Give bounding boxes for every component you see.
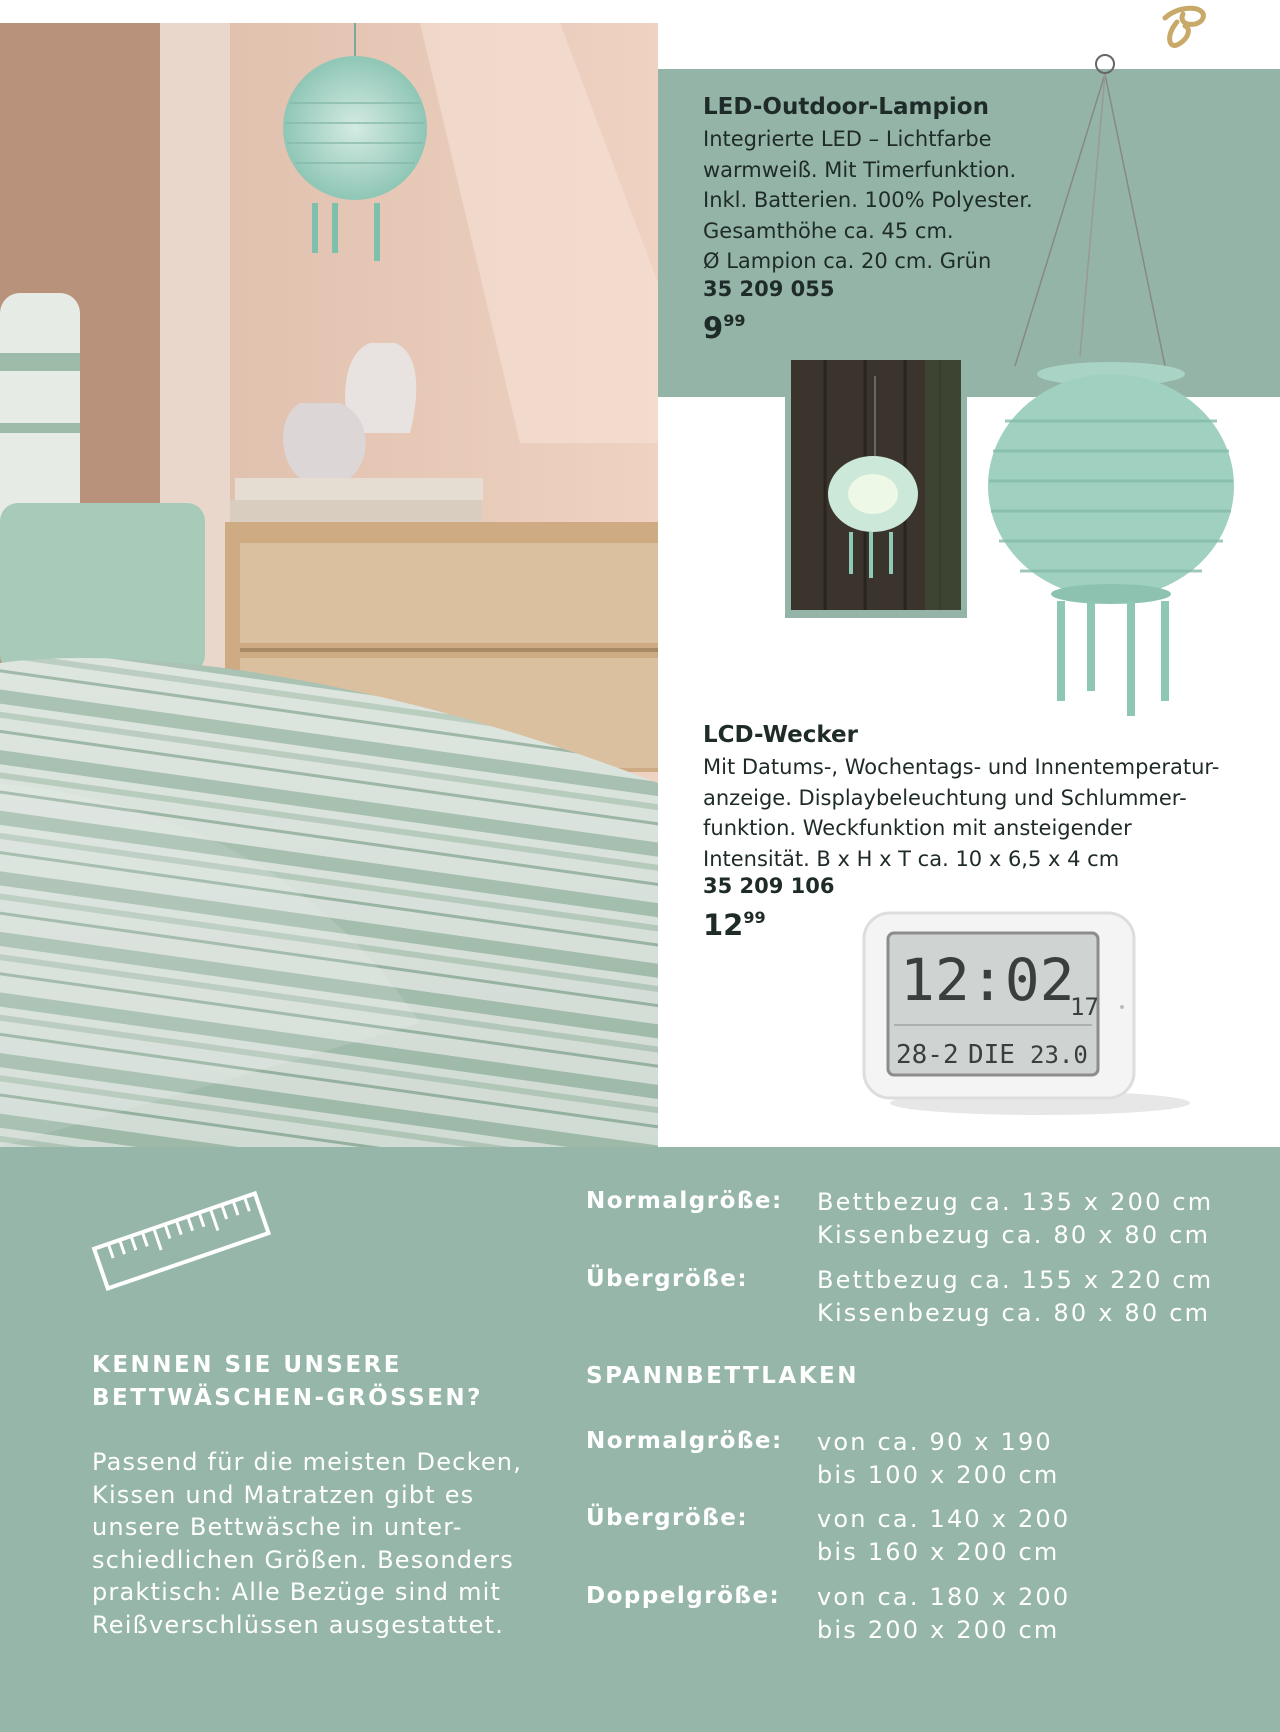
title-line: BETTWÄSCHEN-GRÖSSEN? [92, 1385, 484, 1411]
clock-date: 28-2 [896, 1040, 959, 1070]
size-line: Bettbezug ca. 135 x 200 cm [817, 1188, 1214, 1216]
product-title: LCD-Wecker [703, 722, 858, 748]
clock-seconds: 17 [1070, 993, 1099, 1021]
text-line: schiedlichen Größen. Besonders [92, 1545, 514, 1574]
lampion-product-image [975, 46, 1255, 726]
description-line: Inkl. Batterien. 100% Polyester. [703, 188, 1033, 212]
spann-value-over [817, 1503, 1257, 1568]
text-line: praktisch: Alle Bezüge sind mit [92, 1578, 502, 1606]
title-line: KENNEN SIE UNSERE [92, 1352, 402, 1378]
size-label-normal: Normalgröße: [586, 1188, 783, 1214]
description-line: Integrierte LED – Lichtfarbe [703, 127, 992, 151]
wecker-product-image [860, 905, 1200, 1120]
size-question-title [92, 1349, 572, 1415]
text-line: Reißverschlüssen ausgestattet. [92, 1610, 505, 1639]
spannbettlaken-heading: SPANNBETTLAKEN [586, 1363, 859, 1389]
article-number: 35 209 055 [703, 276, 835, 301]
price-main: 9 [703, 310, 724, 345]
size-value-over [817, 1264, 1257, 1329]
text-line: Passend für die meisten Decken, [92, 1448, 523, 1476]
spann-label-over: Übergröße: [586, 1505, 749, 1531]
text-line: Kissen und Matratzen gibt es [92, 1480, 475, 1509]
article-number: 35 209 106 [703, 874, 835, 898]
spann-label-double: Doppelgröße: [586, 1583, 781, 1609]
clock-temperature: 23.0 [1030, 1041, 1088, 1069]
size-line: von ca. 90 x 190 [817, 1428, 1053, 1456]
clock-time: 12:02 [900, 946, 1075, 1014]
size-line: bis 100 x 200 cm [817, 1460, 1060, 1489]
ruler-icon [86, 1185, 276, 1295]
spann-value-normal [817, 1426, 1257, 1491]
size-value-normal [817, 1186, 1257, 1251]
spann-label-normal: Normalgröße: [586, 1428, 783, 1454]
description-line: Ø Lampion ca. 20 cm. Grün [703, 249, 992, 273]
text-line: unsere Bettwäsche in unter- [92, 1513, 463, 1541]
price-cents: 99 [723, 310, 746, 330]
size-line: bis 200 x 200 cm [817, 1615, 1060, 1644]
size-label-over: Übergröße: [586, 1266, 749, 1292]
size-line: Kissenbezug ca. 80 x 80 cm [817, 1220, 1211, 1249]
lampion-garden-photo [785, 356, 967, 618]
product-description [703, 752, 1263, 874]
description-line: Intensität. B x H x T ca. 10 x 6,5 x 4 cm [703, 846, 1120, 871]
bedroom-photo [0, 23, 658, 1147]
size-line: von ca. 140 x 200 [817, 1505, 1071, 1533]
description-line: Mit Datums-, Wochentags- und Innentemperatur- [703, 755, 1220, 779]
size-line: Kissenbezug ca. 80 x 80 cm [817, 1298, 1211, 1327]
description-line: Gesamthöhe ca. 45 cm. [703, 218, 954, 243]
size-line: Bettbezug ca. 155 x 220 cm [817, 1266, 1214, 1294]
description-line: warmweiß. Mit Timerfunktion. [703, 157, 1017, 182]
product-title: LED-Outdoor-Lampion [703, 94, 989, 120]
price-main: 12 [703, 908, 744, 942]
clock-weekday: DIE [968, 1040, 1015, 1070]
size-line: von ca. 180 x 200 [817, 1583, 1071, 1611]
price-cents: 99 [743, 908, 766, 927]
description-line: funktion. Weckfunktion mit ansteigender [703, 816, 1132, 840]
size-question-text [92, 1446, 572, 1641]
size-line: bis 160 x 200 cm [817, 1537, 1060, 1566]
description-line: anzeige. Displaybeleuchtung und Schlummer- [703, 785, 1187, 810]
spann-value-double [817, 1581, 1257, 1646]
